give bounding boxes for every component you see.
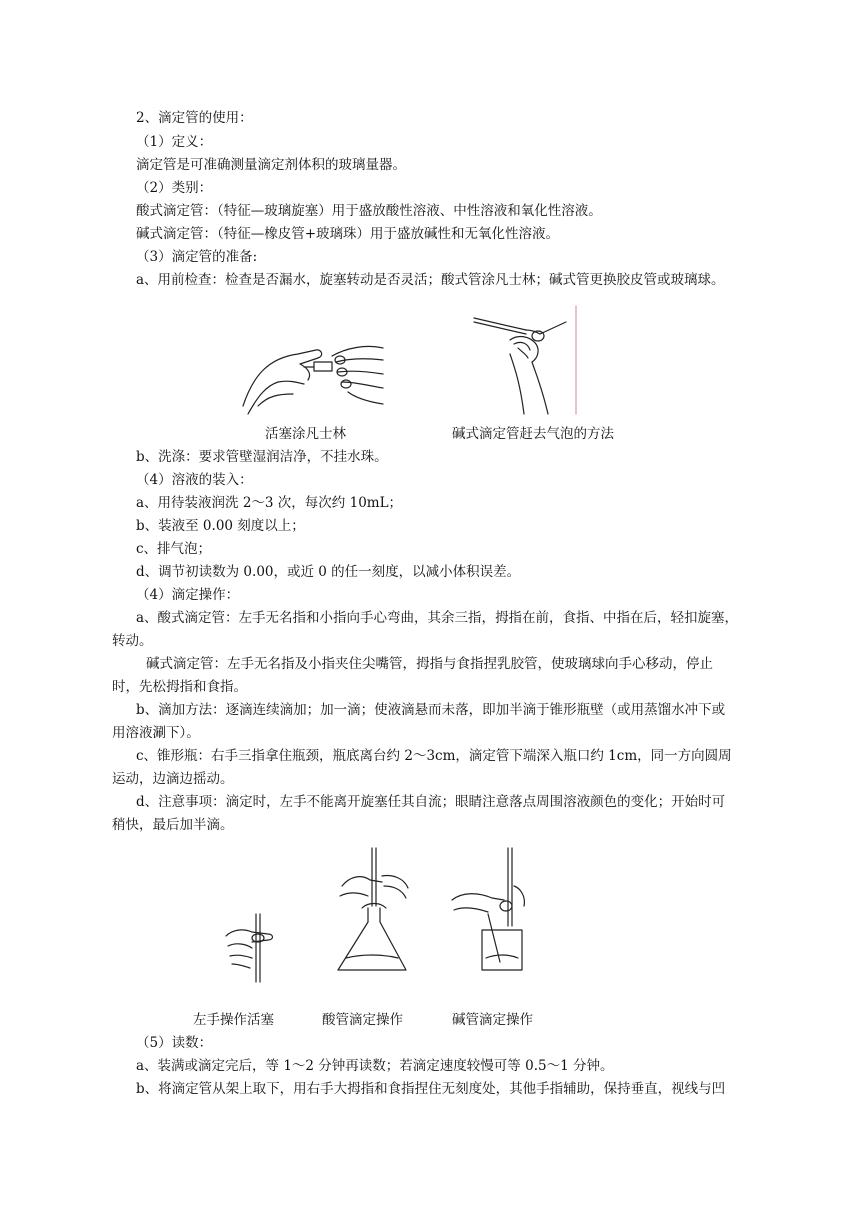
paragraph-reading-b: b、将滴定管从架上取下，用右手大拇指和食指捏住无刻度处，其他手指辅助，保持垂直，视线与凹 bbox=[136, 1081, 726, 1097]
paragraph-titration-d1: d、注意事项：滴定时，左手不能离开旋塞任其自流；眼睛注意落点周围溶液颜色的变化；开始时可 bbox=[136, 794, 726, 810]
caption-vaseline: 活塞涂凡士林 bbox=[265, 426, 346, 442]
subsection-title-preparation: （3）滴定管的准备: bbox=[136, 249, 258, 265]
paragraph-titration-d2: 稍快，最后加半滴。 bbox=[112, 817, 234, 833]
paragraph-titration-c1: c、锥形瓶：右手三指拿住瓶颈，瓶底离台约 2～3cm，滴定管下端深入瓶口约 1cm，同一方向圆周 bbox=[136, 748, 732, 764]
paragraph-titration-a3: 碱式滴定管：左手无名指及小指夹住尖嘴管，拇指与食指捏乳胶管，使玻璃球向手心移动，停止 bbox=[146, 656, 713, 672]
subsection-title-definition: （1）定义： bbox=[136, 134, 213, 150]
paragraph-base-burette: 碱式滴定管：（特征—橡皮管+玻璃珠）用于盛放碱性和无氧化性溶液。 bbox=[136, 226, 560, 242]
paragraph-titration-c2: 运动，边滴边摇动。 bbox=[112, 771, 234, 787]
acid-titration-illustration bbox=[332, 846, 412, 976]
bubble-removal-illustration bbox=[470, 304, 582, 416]
paragraph-pre-check: a、用前检查：检查是否漏水，旋塞转动是否灵活；酸式管涂凡士林；碱式管更换胶皮管或玻璃球。 bbox=[136, 272, 725, 288]
subsection-title-loading: （4）溶液的装入： bbox=[136, 472, 253, 488]
caption-bubble-removal: 碱式滴定管赶去气泡的方法 bbox=[452, 426, 614, 442]
vaseline-hands-illustration bbox=[238, 336, 388, 416]
paragraph-titration-a2: 转动。 bbox=[112, 633, 153, 649]
paragraph-definition: 滴定管是可准确测量滴定剂体积的玻璃量器。 bbox=[136, 157, 406, 173]
caption-left-hand-stopcock: 左手操作活塞 bbox=[193, 1012, 274, 1028]
paragraph-acid-burette: 酸式滴定管：（特征—玻璃旋塞）用于盛放酸性溶液、中性溶液和氧化性溶液。 bbox=[136, 203, 602, 219]
section-heading: 2、滴定管的使用： bbox=[136, 110, 253, 126]
caption-base-titration: 碱管滴定操作 bbox=[452, 1012, 533, 1028]
subsection-title-reading: （5）读数： bbox=[136, 1035, 213, 1051]
caption-acid-titration: 酸管滴定操作 bbox=[322, 1012, 403, 1028]
paragraph-titration-a1: a、酸式滴定管：左手无名指和小指向手心弯曲，其余三指，拇指在前，食指、中指在后，轻扣旋塞， bbox=[136, 610, 739, 626]
paragraph-titration-a4: 时，先松拇指和食指。 bbox=[112, 679, 247, 695]
paragraph-titration-b1: b、滴加方法：逐滴连续滴加；加一滴；使液滴悬而未落，即加半滴于锥形瓶壁（或用蒸馏水冲下或 bbox=[136, 702, 726, 718]
subsection-title-category: （2）类别： bbox=[136, 180, 213, 196]
paragraph-loading-a: a、用待装液润洗 2～3 次，每次约 10mL； bbox=[136, 495, 403, 511]
paragraph-loading-c: c、排气泡； bbox=[136, 541, 212, 557]
paragraph-loading-b: b、装液至 0.00 刻度以上； bbox=[136, 518, 305, 534]
paragraph-titration-b2: 用溶液涮下）。 bbox=[112, 725, 200, 741]
paragraph-washing: b、洗涤：要求管壁湿润洁净，不挂水珠。 bbox=[136, 449, 388, 465]
paragraph-reading-a: a、装满或滴定完后，等 1～2 分钟再读数；若滴定速度较慢可等 0.5～1 分钟。 bbox=[136, 1058, 614, 1074]
paragraph-loading-d: d、调节初读数为 0.00，或近 0 的任一刻度，以减小体积误差。 bbox=[136, 564, 521, 580]
left-hand-stopcock-illustration bbox=[222, 912, 278, 984]
subsection-title-titration: （4）滴定操作： bbox=[136, 587, 240, 603]
base-titration-illustration bbox=[448, 846, 528, 976]
